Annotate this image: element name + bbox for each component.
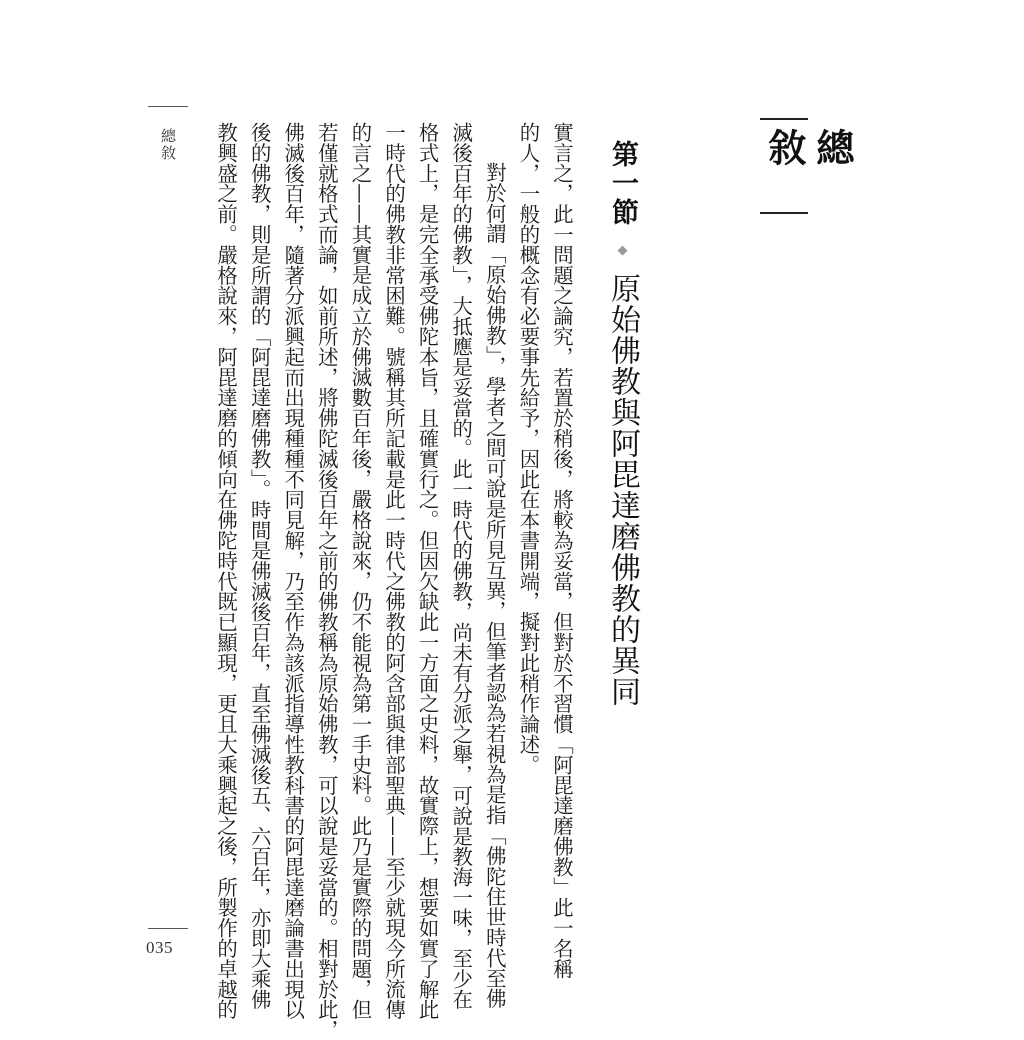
chapter-rule-bottom [760,212,808,214]
section-title: 原始佛教與阿毘達磨佛教的異同 [605,273,640,708]
body-column: 的言之——其實是成立於佛滅數百年後，嚴格說來，仍不能視為第一手史料。此乃是實際的問題，但 [348,122,373,1020]
body-column: 一時代的佛教非常困難。號稱其所記載是此一時代之佛教的阿含部與律部聖典——至少就現今所流傳 [382,122,407,1020]
running-header: 總敘 [159,128,177,162]
running-header-rule [148,106,188,107]
page-number: 035 [146,938,173,957]
body-column: 實言之，此一問題之論究，若置於稍後，將較為妥當，但對於不習慣「阿毘達磨佛教」此一名稱 [550,122,574,979]
diamond-icon: ◆ [615,242,630,258]
body-text [208,122,578,1040]
body-column: 格式上，是完全承受佛陀本旨，且確實行之。但因欠缺此一方面之史料，故實際上，想要如實了解此 [415,122,440,1020]
body-column: 若僅就格式而論，如前所述，將佛陀滅後百年之前的佛教稱為原始佛教，可以說是妥當的。相對於此， [314,122,339,1040]
chapter-heading [760,118,854,214]
section-number: 第一節 [607,140,638,227]
body-column: 滅後百年的佛教」，大抵應是妥當的。此一時代的佛教，尚未有分派之舉，可說是教海一味，至少在 [449,122,474,1010]
body-column [477,122,511,1009]
page-number-rule [148,928,188,929]
chapter-title: 總敘 [762,128,854,168]
body-column-text: 對於何謂「原始佛教」，學者之間可說是所見互異，但筆者認為若視為是指「佛陀住世時代至佛 [482,162,507,1009]
body-column: 後的佛教，則是所謂的「阿毘達磨佛教」。時間是佛滅後百年，直至佛滅後五、六百年，亦即大乘佛 [247,122,272,1010]
section-heading [602,140,642,707]
body-column: 的人，一般的概念有必要事先給予，因此在本書開端，擬對此稍作論述。 [516,122,541,775]
body-column: 教興盛之前。嚴格說來，阿毘達磨的傾向在佛陀時代既已顯現，更且大乘興起之後，所製作的卓越的 [214,122,239,1020]
body-column: 佛滅後百年，隨著分派興起而出現種種不同見解，乃至作為該派指導性教科書的阿毘達磨論書出現以 [281,122,306,1020]
